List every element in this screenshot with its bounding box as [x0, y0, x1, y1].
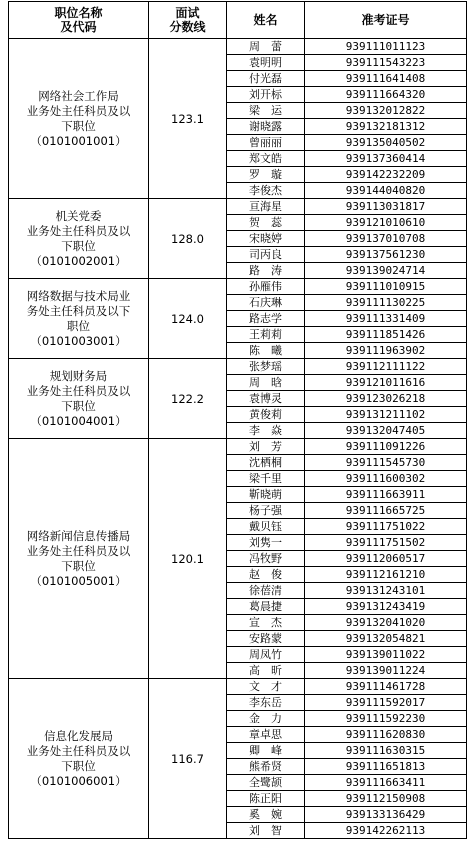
exam-number-cell: 939132041020	[305, 615, 467, 631]
position-cell	[9, 39, 149, 199]
exam-number-cell: 939111620830	[305, 727, 467, 743]
score-cell: 122.2	[149, 359, 227, 439]
name-cell: 徐蓓清	[227, 583, 305, 599]
exam-number-cell: 939137360414	[305, 151, 467, 167]
name-cell: 宋晓婷	[227, 231, 305, 247]
position-cell	[9, 279, 149, 359]
position-line: 业务处主任科员及以	[26, 543, 131, 558]
position-line: （0101004001）	[30, 413, 127, 428]
name-cell: 贺 蕊	[227, 215, 305, 231]
position-line: 业务处主任科员及以	[26, 383, 131, 398]
position-line: （0101001001）	[30, 133, 127, 148]
table-row	[9, 279, 467, 295]
position-line: 业务处主任科员及以	[26, 103, 131, 118]
exam-number-cell: 939112060517	[305, 551, 467, 567]
exam-number-cell: 939132181312	[305, 119, 467, 135]
position-cell	[9, 359, 149, 439]
header-score	[149, 2, 227, 39]
exam-number-cell: 939123026218	[305, 391, 467, 407]
exam-number-cell: 939139024714	[305, 263, 467, 279]
exam-number-cell: 939111600302	[305, 471, 467, 487]
name-cell: 路 涛	[227, 263, 305, 279]
header-name: 姓名	[227, 2, 305, 39]
name-cell: 刘隽一	[227, 535, 305, 551]
exam-number-cell: 939111010915	[305, 279, 467, 295]
name-cell: 戴贝钰	[227, 519, 305, 535]
exam-number-cell: 939111545730	[305, 455, 467, 471]
position-line: （0101006001）	[30, 773, 127, 788]
name-cell: 卿 峰	[227, 743, 305, 759]
name-cell: 全鹭颉	[227, 775, 305, 791]
header-score-line2: 分数线	[169, 20, 206, 34]
name-cell: 梁千里	[227, 471, 305, 487]
name-cell: 宣 杰	[227, 615, 305, 631]
name-cell: 袁明明	[227, 55, 305, 71]
exam-number-cell: 939131243419	[305, 599, 467, 615]
exam-number-cell: 939131243101	[305, 583, 467, 599]
exam-number-cell: 939111664320	[305, 87, 467, 103]
position-line: 下职位	[61, 758, 96, 773]
name-cell: 李俊杰	[227, 183, 305, 199]
exam-number-cell: 939111751502	[305, 535, 467, 551]
position-line: 下职位	[61, 558, 96, 573]
exam-number-cell: 939137010708	[305, 231, 467, 247]
exam-number-cell: 939111963902	[305, 343, 467, 359]
exam-number-cell: 939112111122	[305, 359, 467, 375]
exam-number-cell: 939112150908	[305, 791, 467, 807]
exam-number-cell: 939133136429	[305, 807, 467, 823]
table-row	[9, 679, 467, 695]
name-cell: 赵 俊	[227, 567, 305, 583]
exam-number-cell: 939111663911	[305, 487, 467, 503]
position-line: 下职位	[61, 118, 96, 133]
name-cell: 付光磊	[227, 71, 305, 87]
table-row	[9, 439, 467, 455]
exam-number-cell: 939111011123	[305, 39, 467, 55]
position-line: 规划财务局	[49, 368, 108, 383]
position-cell	[9, 439, 149, 679]
exam-number-cell: 939121011616	[305, 375, 467, 391]
name-cell: 梁 运	[227, 103, 305, 119]
name-cell: 熊希贤	[227, 759, 305, 775]
name-cell: 王莉莉	[227, 327, 305, 343]
position-line: （0101005001）	[30, 573, 127, 588]
exam-number-cell: 939111665725	[305, 503, 467, 519]
position-line: （0101003001）	[30, 333, 127, 348]
exam-number-cell: 939111630315	[305, 743, 467, 759]
position-cell	[9, 199, 149, 279]
name-cell: 高 昕	[227, 663, 305, 679]
score-cell: 124.0	[149, 279, 227, 359]
name-cell: 刘开标	[227, 87, 305, 103]
exam-number-cell: 939142262113	[305, 823, 467, 839]
score-cell: 123.1	[149, 39, 227, 199]
name-cell: 靳晓萌	[227, 487, 305, 503]
name-cell: 杨子强	[227, 503, 305, 519]
exam-number-cell: 939111543223	[305, 55, 467, 71]
name-cell: 石庆琳	[227, 295, 305, 311]
exam-number-cell: 939111592017	[305, 695, 467, 711]
header-row	[9, 2, 467, 39]
table-row	[9, 359, 467, 375]
name-cell: 亘海星	[227, 199, 305, 215]
table-body	[9, 39, 467, 839]
name-cell: 谢晓露	[227, 119, 305, 135]
position-line: 网络社会工作局	[38, 88, 119, 103]
table-row	[9, 199, 467, 215]
name-cell: 陈正阳	[227, 791, 305, 807]
header-position-line1: 职位名称	[54, 6, 103, 20]
header-position	[9, 2, 149, 39]
position-line: 下职位	[61, 238, 96, 253]
exam-number-cell: 939139011022	[305, 647, 467, 663]
name-cell: 袁博灵	[227, 391, 305, 407]
name-cell: 奚 婉	[227, 807, 305, 823]
position-line: 网络新闻信息传播局	[26, 528, 131, 543]
exam-number-cell: 939111461728	[305, 679, 467, 695]
score-cell: 116.7	[149, 679, 227, 839]
name-cell: 孙雁伟	[227, 279, 305, 295]
position-line: 职位	[67, 318, 90, 333]
name-cell: 周 蕾	[227, 39, 305, 55]
exam-number-cell: 939111331409	[305, 311, 467, 327]
header-position-line2: 及代码	[60, 20, 97, 34]
exam-number-cell: 939111751022	[305, 519, 467, 535]
name-cell: 金 力	[227, 711, 305, 727]
name-cell: 章卓思	[227, 727, 305, 743]
position-cell	[9, 679, 149, 839]
name-cell: 罗 璇	[227, 167, 305, 183]
name-cell: 张梦瑶	[227, 359, 305, 375]
interview-score-table	[8, 1, 467, 839]
name-cell: 郑文皓	[227, 151, 305, 167]
exam-number-cell: 939132012822	[305, 103, 467, 119]
name-cell: 周 晗	[227, 375, 305, 391]
name-cell: 周凤竹	[227, 647, 305, 663]
name-cell: 李 焱	[227, 423, 305, 439]
name-cell: 冯牧野	[227, 551, 305, 567]
score-cell: 128.0	[149, 199, 227, 279]
exam-number-cell: 939111641408	[305, 71, 467, 87]
exam-number-cell: 939111091226	[305, 439, 467, 455]
position-line: 下职位	[61, 398, 96, 413]
name-cell: 陈 曦	[227, 343, 305, 359]
name-cell: 曾丽丽	[227, 135, 305, 151]
position-line: 业务处主任科员及以	[26, 743, 131, 758]
name-cell: 文 才	[227, 679, 305, 695]
name-cell: 安路蒙	[227, 631, 305, 647]
name-cell: 刘 智	[227, 823, 305, 839]
name-cell: 司丙良	[227, 247, 305, 263]
exam-number-cell: 939139011224	[305, 663, 467, 679]
name-cell: 黄俊莉	[227, 407, 305, 423]
exam-number-cell: 939111651813	[305, 759, 467, 775]
score-cell: 120.1	[149, 439, 227, 679]
name-cell: 李东岳	[227, 695, 305, 711]
exam-number-cell: 939144040820	[305, 183, 467, 199]
exam-number-cell: 939121010610	[305, 215, 467, 231]
exam-number-cell: 939111592230	[305, 711, 467, 727]
position-line: 业务处主任科员及以	[26, 223, 131, 238]
exam-number-cell: 939137561230	[305, 247, 467, 263]
position-line: 信息化发展局	[44, 728, 113, 743]
exam-number-cell: 939111130225	[305, 295, 467, 311]
exam-number-cell: 939132054821	[305, 631, 467, 647]
exam-number-cell: 939112161210	[305, 567, 467, 583]
exam-number-cell: 939131211102	[305, 407, 467, 423]
name-cell: 沈栖桐	[227, 455, 305, 471]
name-cell: 葛晨捷	[227, 599, 305, 615]
position-line: 务处主任科员及以下	[26, 303, 131, 318]
header-score-line1: 面试	[175, 6, 200, 20]
exam-number-cell: 939132047405	[305, 423, 467, 439]
header-exam-no: 准考证号	[305, 2, 467, 39]
position-line: （0101002001）	[30, 253, 127, 268]
table-row	[9, 39, 467, 55]
position-line: 机关党委	[55, 208, 102, 223]
exam-number-cell: 939142232209	[305, 167, 467, 183]
name-cell: 刘 芳	[227, 439, 305, 455]
position-line: 网络数据与技术局业	[26, 288, 131, 303]
exam-number-cell: 939113031817	[305, 199, 467, 215]
name-cell: 路志学	[227, 311, 305, 327]
exam-number-cell: 939111663411	[305, 775, 467, 791]
exam-number-cell: 939111851426	[305, 327, 467, 343]
exam-number-cell: 939135040502	[305, 135, 467, 151]
